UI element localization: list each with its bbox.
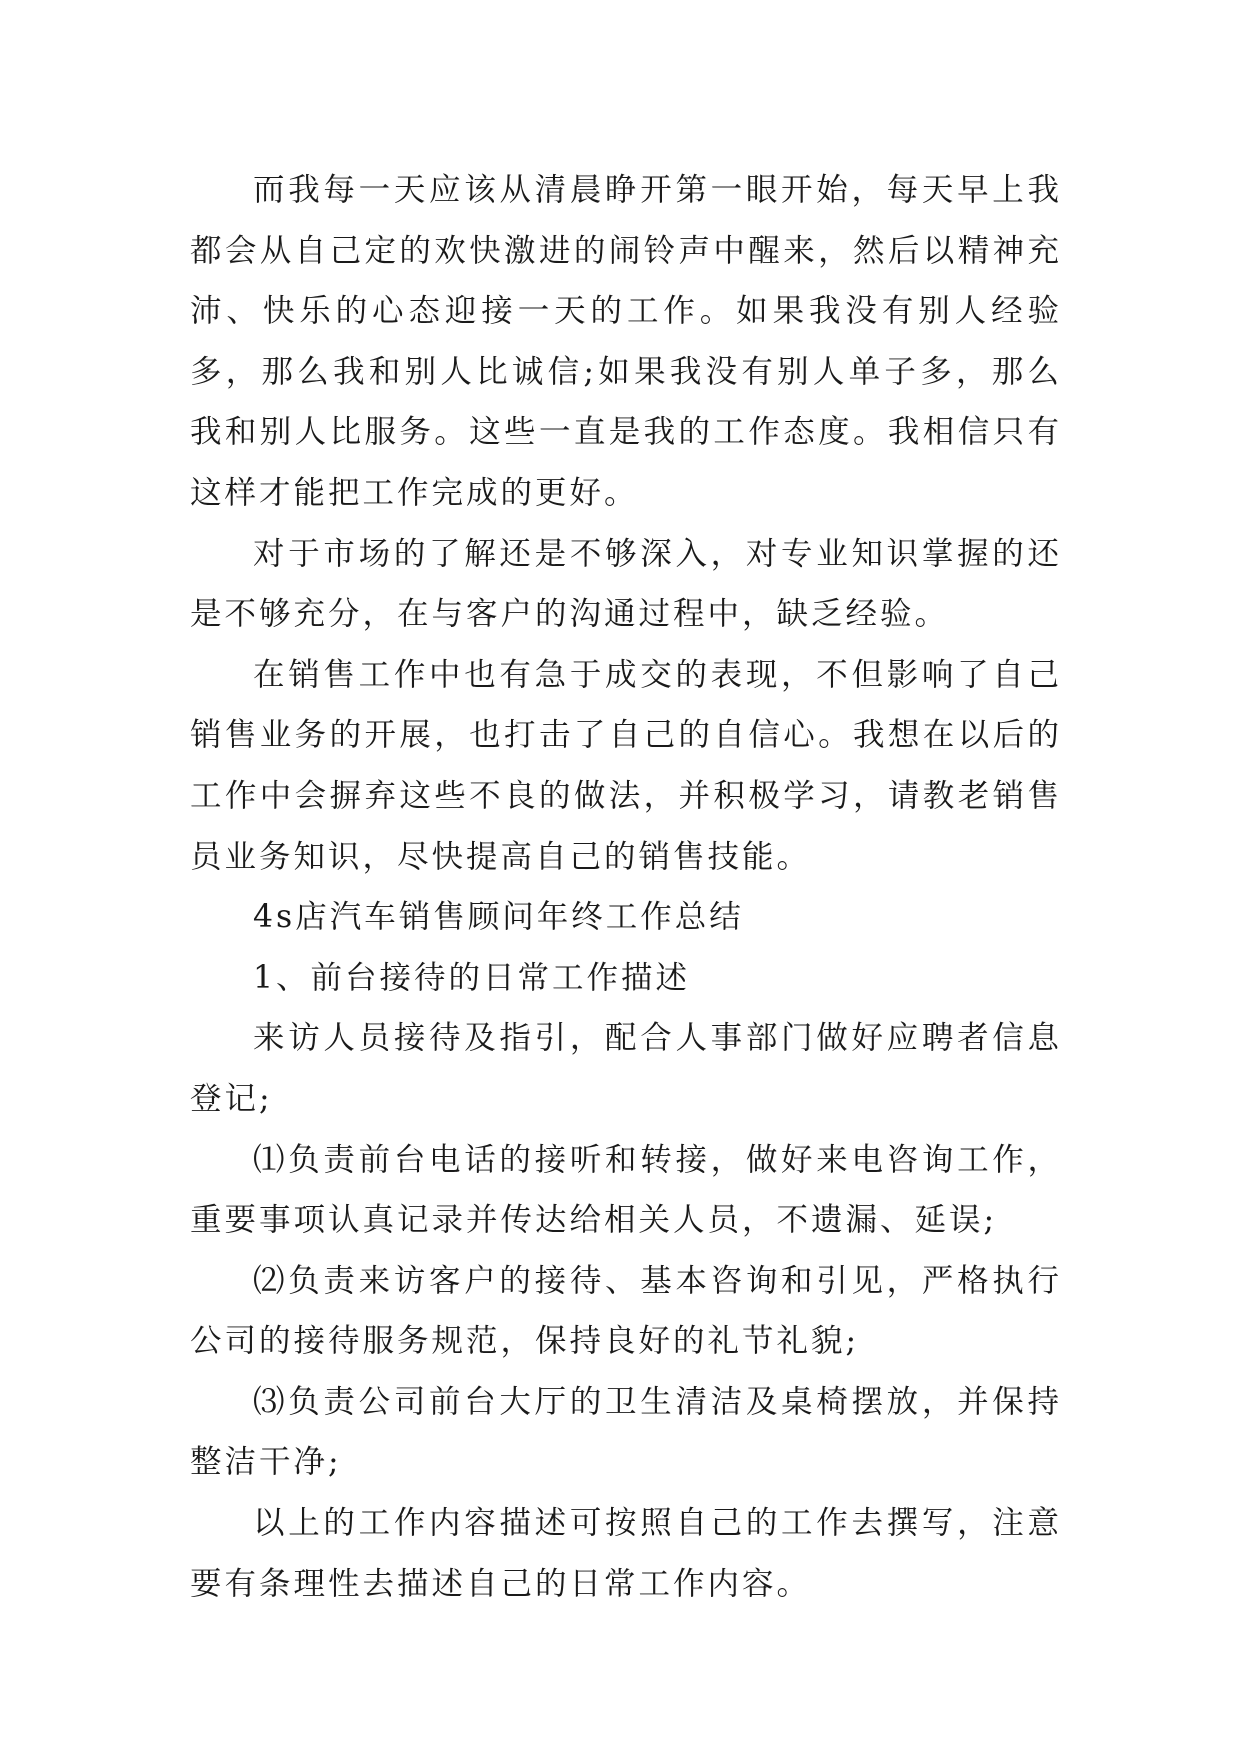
list-item-phone-duty: ⑴负责前台电话的接听和转接，做好来电咨询工作，重要事项认真记录并传达给相关人员，不遗漏、延误; (190, 1141, 1062, 1239)
paragraph-sales-improvement: 在销售工作中也有急于成交的表现，不但影响了自己销售业务的开展，也打击了自己的自信心。我想在以后的工作中会摒弃这些不良的做法，并积极学习，请教老销售员业务知识，尽快提高自己的销售技能。 (190, 656, 1062, 875)
paragraph-visitor-reception: 来访人员接待及指引，配合人事部门做好应聘者信息登记; (190, 1020, 1062, 1117)
paragraph-closing-note: 以上的工作内容描述可按照自己的工作去撰写，注意要有条理性去描述自己的日常工作内容。 (190, 1505, 1062, 1602)
paragraph-market-knowledge: 对于市场的了解还是不够深入，对专业知识掌握的还是不够充分，在与客户的沟通过程中，缺乏经验。 (190, 535, 1062, 633)
section-title: 4s店汽车销售顾问年终工作总结 (253, 899, 744, 936)
document-body (190, 160, 1062, 1614)
section-heading-reception: 1、前台接待的日常工作描述 (253, 959, 691, 996)
paragraph-morning-routine: 而我每一天应该从清晨睁开第一眼开始，每天早上我都会从自己定的欢快激进的闹铃声中醒来，然后以精神充沛、快乐的心态迎接一天的工作。如果我没有别人经验多，那么我和别人比诚信;如果我没有别人单子多，那么我和别人比服务。这些一直是我的工作态度。我相信只有这样才能把工作完成的更好。 (190, 172, 1062, 511)
list-item-client-reception: ⑵负责来访客户的接待、基本咨询和引见，严格执行公司的接待服务规范，保持良好的礼节礼貌; (190, 1262, 1062, 1360)
list-item-lobby-cleaning: ⑶负责公司前台大厅的卫生清洁及桌椅摆放，并保持整洁干净; (190, 1383, 1062, 1481)
